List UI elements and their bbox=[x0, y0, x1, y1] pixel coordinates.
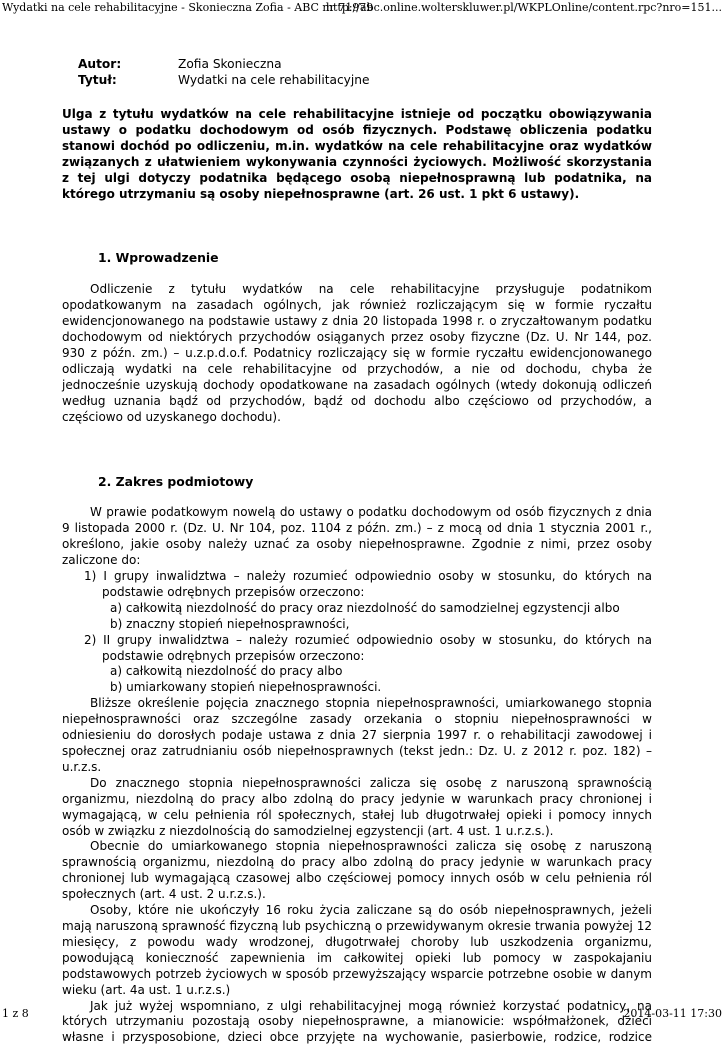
author-value: Zofia Skonieczna bbox=[178, 56, 282, 72]
title-label: Tytuł: bbox=[78, 72, 178, 88]
section-heading-introduction: 1. Wprowadzenie bbox=[98, 250, 652, 266]
author-row bbox=[78, 56, 369, 72]
section2-paragraph-5: Osoby, które nie ukończyły 16 roku życia zaliczane są do osób niepełnosprawnych, jeżeli mają naruszoną sprawność fizyczną lub psychiczną o przewidywanym okresie trwania powyżej 12 miesięcy, z powodu wady wrodzonej, długotrwałej choroby lub uszkodzenia organizmu, powodującą konieczność zapewnienia im całkowitej opieki lub pomocy w zaspokajaniu podstawowych potrzeb życiowych w sposób przewyższający wsparcie potrzebne osobie w danym wieku (art. 4a ust. 1 u.r.z.s.) bbox=[62, 903, 652, 998]
list-item-1: 1) I grupy inwalidztwa – należy rozumieć odpowiednio osoby w stosunku, do których na podstawie odrębnych przepisów orzeczono: bbox=[62, 569, 652, 601]
title-value: Wydatki na cele rehabilitacyjne bbox=[178, 72, 369, 88]
print-timestamp: 2014-03-11 17:30 bbox=[623, 1007, 722, 1020]
print-header-url: http://abc.online.wolterskluwer.pl/WKPLOnline/content.rpc?nro=151... bbox=[326, 1, 722, 14]
section1-paragraph: Odliczenie z tytułu wydatków na cele rehabilitacyjne przysługuje podatnikom opodatkowanym na zasadach ogólnych, jak również rozliczającym się w formie ryczałtu ewidencjonowanego na podstawie ustawy z dnia 20 listopada 1998 r. o zryczałtowanym podatku dochodowym od niektórych przychodów osiąganych przez osoby fizyczne (Dz. U. Nr 144, poz. 930 z późn. zm.) – u.z.p.d.o.f. Podatnicy rozliczający się w formie ryczałtu ewidencjonowanego odliczają wydatki na cele rehabilitacyjne od przychodów, a nie od dochodu, chyba że jednocześnie uzyskują dochody opodatkowane na zasadach ogólnych (wtedy dokonują odliczeń według uznania bądź od przychodów, bądź od dochodu albo częściowo od przychodów, a częściowo od uzyskanego dochodu). bbox=[62, 282, 652, 425]
section2-paragraph-4: Obecnie do umiarkowanego stopnia niepełnosprawności zalicza się osobę z naruszoną sprawnością organizmu, niezdolną do pracy albo zdolną do pracy jedynie w warunkach pracy chronionej lub wymagającą czasowej albo częściowej pomocy innych osób w celu pełnienia ról społecznych (art. 4 ust. 2 u.r.z.s.). bbox=[62, 839, 652, 903]
lead-paragraph: Ulga z tytułu wydatków na cele rehabilitacyjne istnieje od początku obowiązywania ustawy o podatku dochodowym od osób fizycznych. Podstawę obliczenia podatku stanowi dochód po odliczeniu, m.in. wydatków na cele rehabilitacyjne oraz wydatków związanych z ułatwieniem wykonywania czynności życiowych. Możliwość skorzystania z tej ulgi dotyczy podatnika będącego osobą niepełnosprawną lub podatnika, na którego utrzymaniu są osoby niepełnosprawne (art. 26 ust. 1 pkt 6 ustawy). bbox=[62, 107, 652, 202]
article-body bbox=[62, 107, 652, 1046]
list-item-2a: a) całkowitą niezdolność do pracy albo bbox=[62, 664, 652, 680]
page-counter: 1 z 8 bbox=[2, 1007, 29, 1020]
print-header-title: Wydatki na cele rehabilitacyjne - Skonieczna Zofia - ABC nr 71979 bbox=[2, 1, 373, 14]
title-row bbox=[78, 72, 369, 88]
section2-paragraph-2: Bliższe określenie pojęcia znacznego stopnia niepełnosprawności, umiarkowanego stopnia niepełnosprawności oraz szczególne zasady orzekania o stopniu niepełnosprawności w odniesieniu do dorosłych podaje ustawa z dnia 27 sierpnia 1997 r. o rehabilitacji zawodowej i społecznej oraz zatrudnianiu osób niepełnosprawnych (tekst jedn.: Dz. U. z 2012 r. poz. 182) – u.r.z.s. bbox=[62, 696, 652, 776]
list-item-1a: a) całkowitą niezdolność do pracy oraz niezdolność do samodzielnej egzystencji albo bbox=[62, 601, 652, 617]
section2-paragraph-6: Jak już wyżej wspomniano, z ulgi rehabilitacyjnej mogą również korzystać podatnicy, na których utrzymaniu pozostają osoby niepełnosprawne, a mianowicie: współmałżonek, dzieci własne i przysposobione, dzieci obce przyjęte na wychowanie, pasierbowie, rodzice, rodzice bbox=[62, 999, 652, 1046]
section2-paragraph-1: W prawie podatkowym nowelą do ustawy o podatku dochodowym od osób fizycznych z dnia 9 listopada 2000 r. (Dz. U. Nr 104, poz. 1104 z późn. zm.) – z mocą od dnia 1 stycznia 2001 r., określono, jakie osoby należy uznać za osoby niepełnosprawne. Zgodnie z nimi, przez osoby zaliczone do: bbox=[62, 505, 652, 569]
document-meta bbox=[78, 56, 369, 88]
section2-paragraph-3: Do znacznego stopnia niepełnosprawności zalicza się osobę z naruszoną sprawnością organizmu, niezdolną do pracy albo zdolną do pracy jedynie w warunkach pracy chronionej i wymagającą, w celu pełnienia ról społecznych, stałej lub długotrwałej opieki i pomocy innych osób w związku z niezdolnością do samodzielnej egzystencji (art. 4 ust. 1 u.r.z.s.). bbox=[62, 776, 652, 840]
author-label: Autor: bbox=[78, 56, 178, 72]
list-item-2b: b) umiarkowany stopień niepełnosprawności. bbox=[62, 680, 652, 696]
list-item-1b: b) znaczny stopień niepełnosprawności, bbox=[62, 617, 652, 633]
section-heading-scope: 2. Zakres podmiotowy bbox=[98, 474, 652, 490]
list-item-2: 2) II grupy inwalidztwa – należy rozumieć odpowiednio osoby w stosunku, do których na podstawie odrębnych przepisów orzeczono: bbox=[62, 633, 652, 665]
